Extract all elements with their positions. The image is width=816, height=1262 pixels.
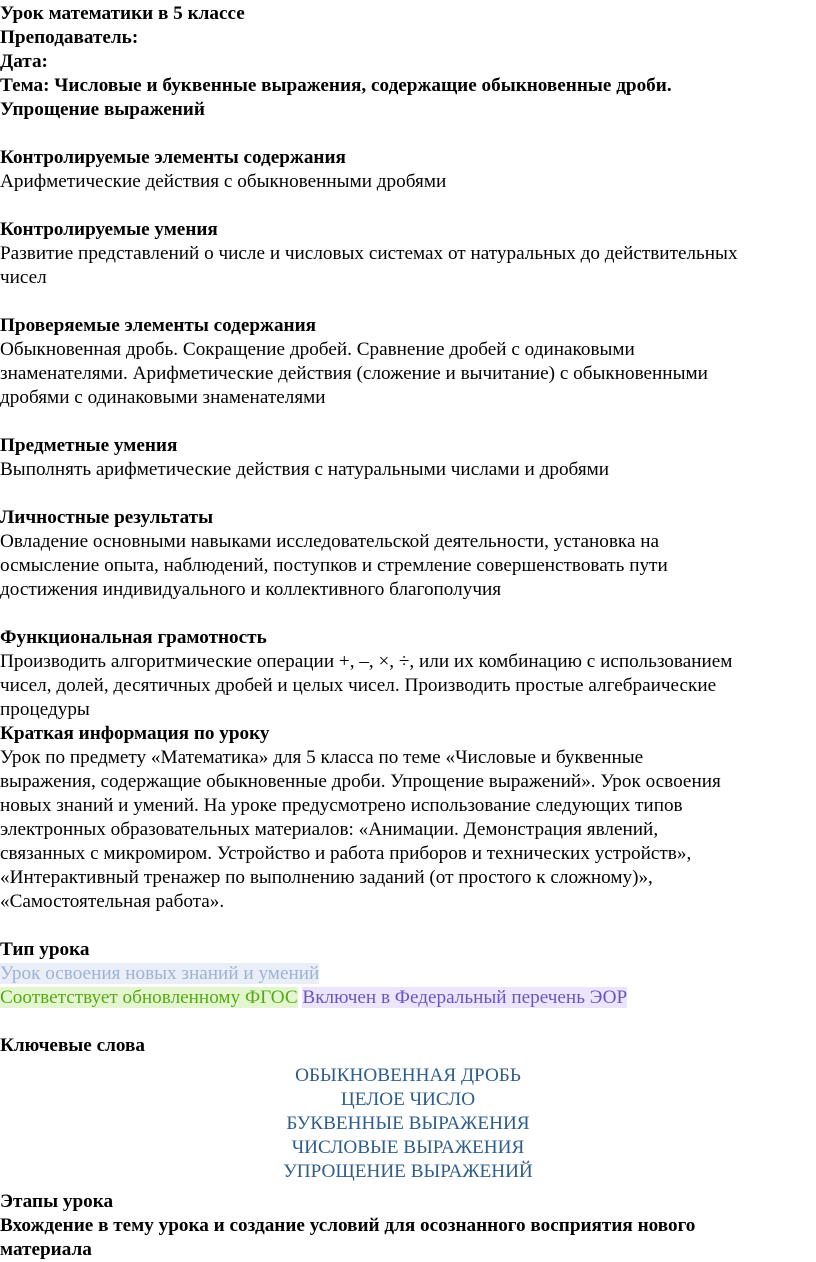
registry-badge: Включен в Федеральный перечень ЭОР xyxy=(302,987,628,1008)
section-text: новых знаний и умений. На уроке предусмотрено использование следующих типов xyxy=(0,795,683,816)
keyword-item: УПРОЩЕНИЕ ВЫРАЖЕНИЙ xyxy=(283,1161,533,1182)
section-text: Арифметические действия с обыкновенными дробями xyxy=(0,171,447,192)
spacer xyxy=(0,290,816,314)
section-heading: Краткая информация по уроку xyxy=(0,723,270,744)
section-heading: Ключевые слова xyxy=(0,1035,145,1056)
lesson-badges-row xyxy=(0,986,816,1010)
spacer xyxy=(0,122,816,146)
section-text: чисел xyxy=(0,267,47,288)
section-text: Урок по предмету «Математика» для 5 класса по теме «Числовые и буквенные xyxy=(0,747,644,768)
spacer xyxy=(0,194,816,218)
keyword-item: ЦЕЛОЕ ЧИСЛО xyxy=(340,1089,476,1110)
keyword-item: ОБЫКНОВЕННАЯ ДРОБЬ xyxy=(295,1065,521,1086)
section-text: электронных образовательных материалов: «Анимации. Демонстрация явлений, xyxy=(0,819,659,840)
section-text: выражения, содержащие обыкновенные дроби. Упрощение выражений». Урок освоения xyxy=(0,771,721,792)
section-text: осмысление опыта, наблюдений, поступков и стремление совершенствовать пути xyxy=(0,555,668,576)
section-text: «Интерактивный тренажер по выполнению заданий (от простого к сложному)», xyxy=(0,867,653,888)
section-heading: Предметные умения xyxy=(0,435,178,456)
lesson-type-row xyxy=(0,962,816,986)
section-text: Развитие представлений о числе и числовых системах от натуральных до действительных xyxy=(0,243,738,264)
section-heading: Личностные результаты xyxy=(0,507,214,528)
section-heading: Контролируемые умения xyxy=(0,219,218,240)
fgos-badge: Соответствует обновленному ФГОС xyxy=(0,987,298,1008)
section-heading: Контролируемые элементы содержания xyxy=(0,147,346,168)
section-heading: Проверяемые элементы содержания xyxy=(0,315,317,336)
topic-line: Тема: Числовые и буквенные выражения, содержащие обыкновенные дроби. xyxy=(0,75,672,96)
lesson-type-tag: Урок освоения новых знаний и умений xyxy=(0,963,320,984)
section-heading: Функциональная грамотность xyxy=(0,627,267,648)
section-text: Овладение основными навыками исследовательской деятельности, установка на xyxy=(0,531,660,552)
section-heading: Тип урока xyxy=(0,939,90,960)
spacer xyxy=(0,602,816,626)
section-heading: Этапы урока xyxy=(0,1191,114,1212)
section-text: «Самостоятельная работа». xyxy=(0,891,225,912)
keyword-item: ЧИСЛОВЫЕ ВЫРАЖЕНИЯ xyxy=(291,1137,525,1158)
teacher-label: Преподаватель: xyxy=(0,27,139,48)
section-text: процедуры xyxy=(0,699,90,720)
doc-title: Урок математики в 5 классе xyxy=(0,3,245,24)
date-label: Дата: xyxy=(0,51,48,72)
section-text: Выполнять арифметические действия с натуральными числами и дробями xyxy=(0,459,610,480)
section-text: Обыкновенная дробь. Сокращение дробей. Сравнение дробей с одинаковыми xyxy=(0,339,635,360)
stage-title: материала xyxy=(0,1239,92,1260)
keyword-item: БУКВЕННЫЕ ВЫРАЖЕНИЯ xyxy=(286,1113,530,1134)
spacer xyxy=(0,1010,816,1034)
section-text: Производить алгоритмические операции +, –, ×, ÷, или их комбинацию с использованием xyxy=(0,651,733,672)
section-text: чисел, долей, десятичных дробей и целых чисел. Производить простые алгебраические xyxy=(0,675,717,696)
document-page xyxy=(0,2,816,1262)
section-text: дробями с одинаковыми знаменателями xyxy=(0,387,326,408)
section-text: знаменателями. Арифметические действия (сложение и вычитание) с обыкновенными xyxy=(0,363,708,384)
section-text: связанных с микромиром. Устройство и работа приборов и технических устройств», xyxy=(0,843,692,864)
spacer xyxy=(0,410,816,434)
topic-line: Упрощение выражений xyxy=(0,99,205,120)
section-text: достижения индивидуального и коллективного благополучия xyxy=(0,579,502,600)
spacer xyxy=(0,482,816,506)
stage-title: Вхождение в тему урока и создание условий для осознанного восприятия нового xyxy=(0,1215,696,1236)
spacer xyxy=(0,914,816,938)
